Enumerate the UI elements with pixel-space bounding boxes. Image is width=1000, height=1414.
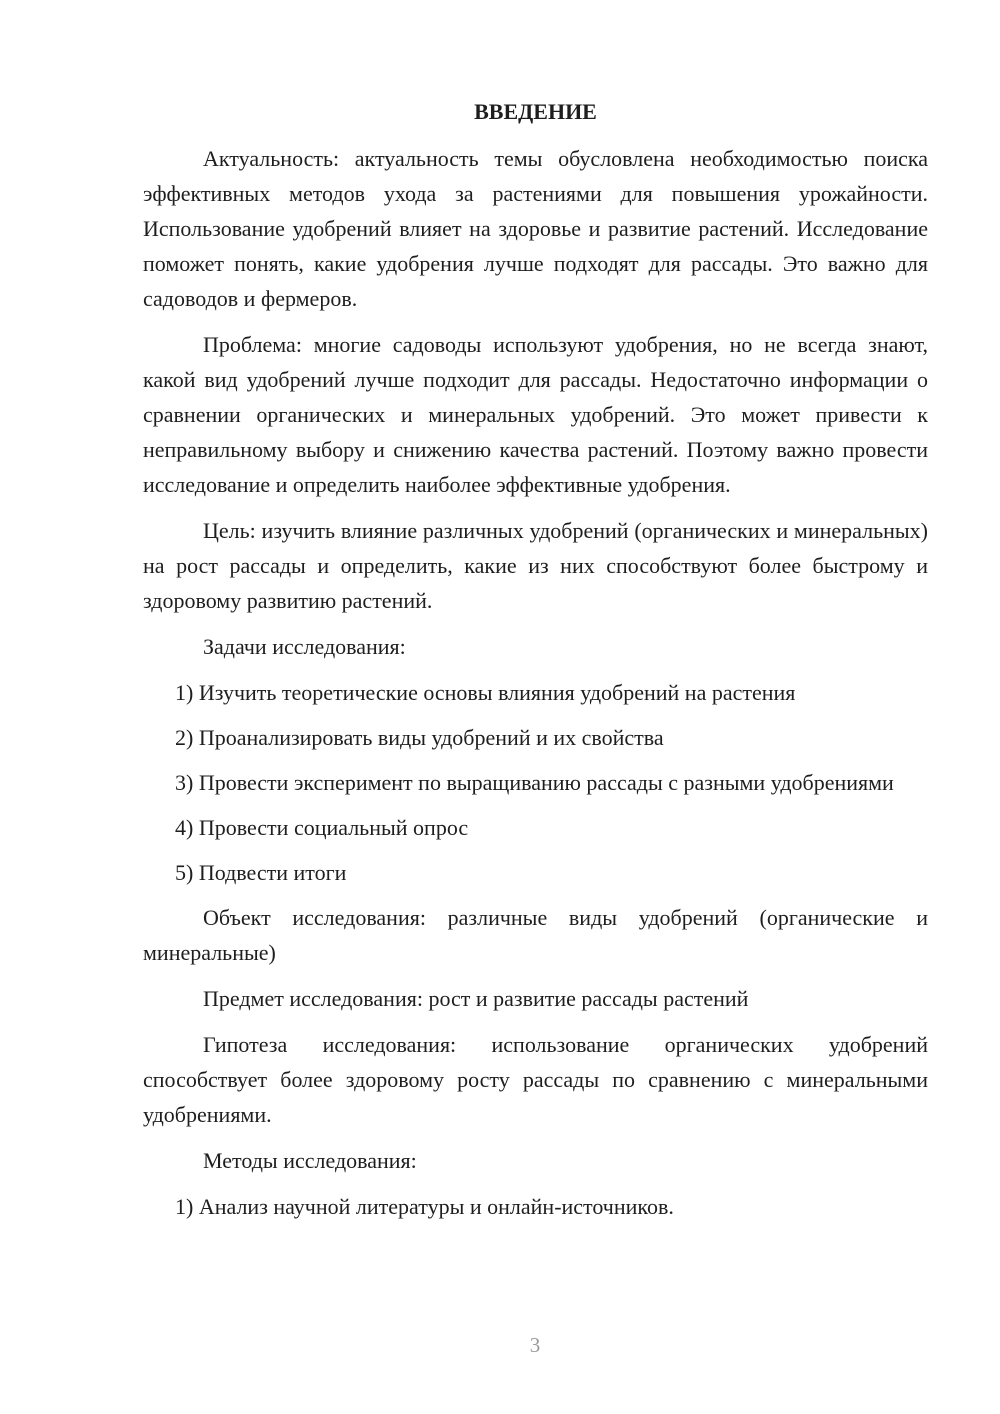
goal-paragraph: Цель: изучить влияние различных удобрений (органических и минеральных) на рост рассады и определить, какие из них способствуют более быстрому и здоровому развитию растений. xyxy=(143,518,928,613)
task-item: 3) Провести эксперимент по выращиванию рассады с разными удобрениями xyxy=(175,770,894,795)
subject-paragraph: Предмет исследования: рост и развитие рассады растений xyxy=(203,986,749,1011)
object-paragraph: Объект исследования: различные виды удобрений (органические и минеральные) xyxy=(143,905,928,965)
task-item: 2) Проанализировать виды удобрений и их свойства xyxy=(175,725,664,750)
task-item: 4) Провести социальный опрос xyxy=(175,815,469,840)
method-item: 1) Анализ научной литературы и онлайн-источников. xyxy=(175,1194,674,1219)
tasks-title: Задачи исследования: xyxy=(203,634,406,659)
methods-title: Методы исследования: xyxy=(203,1148,417,1173)
hypothesis-paragraph: Гипотеза исследования: использование органических удобрений способствует более здоровому росту рассады по сравнению с минеральными удобрениями. xyxy=(143,1032,928,1127)
task-item: 1) Изучить теоретические основы влияния удобрений на растения xyxy=(175,680,796,705)
relevance-paragraph: Актуальность: актуальность темы обусловлена необходимостью поиска эффективных методов ухода за растениями для повышения урожайности. Использование удобрений влияет на здоровье и развитие растений. Исследование поможет понять, какие удобрения лучше подходят для рассады. Это важно для садоводов и фермеров. xyxy=(143,146,928,311)
problem-paragraph: Проблема: многие садоводы используют удобрения, но не всегда знают, какой вид удобрений лучше подходит для рассады. Недостаточно информации о сравнении органических и минеральных удобрений. Это может привести к неправильному выбору и снижению качества растений. Поэтому важно провести исследование и определить наиболее эффективные удобрения. xyxy=(143,332,928,497)
document-page xyxy=(143,94,928,1234)
section-heading: ВВЕДЕНИЕ xyxy=(474,99,597,124)
task-item: 5) Подвести итоги xyxy=(175,860,347,885)
page-number: 3 xyxy=(529,1333,541,1357)
